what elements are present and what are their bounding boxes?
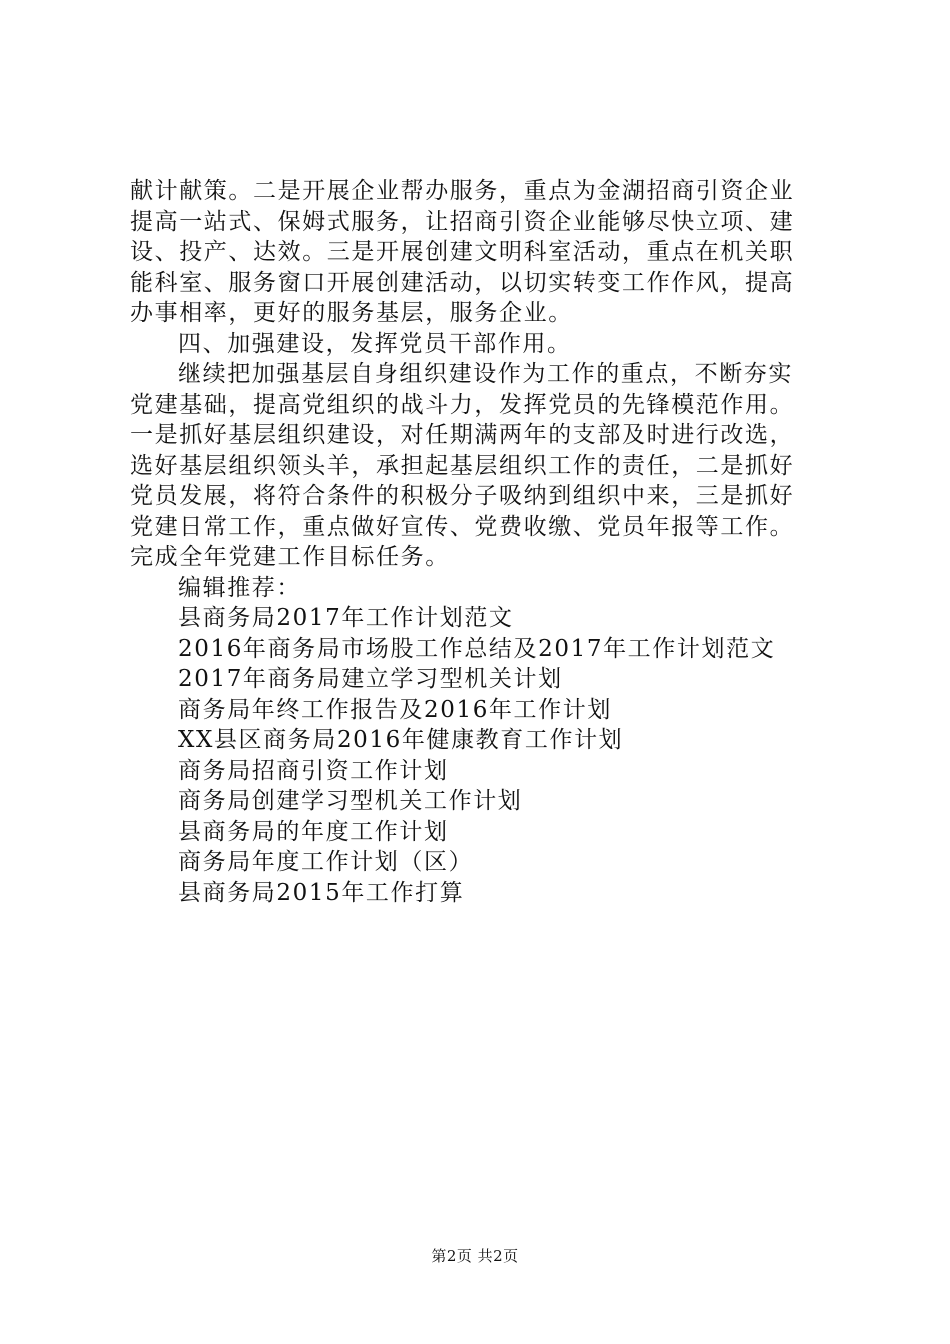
paragraph-line: 献计献策。二是开展企业帮办服务，重点为金湖招商引资企业 [130,178,795,204]
paragraph-continuation [130,176,830,329]
recommendation-item: 县商务局2017年工作计划范文 [178,605,514,631]
paragraph-line: 完成全年党建工作目标任务。 [130,544,450,570]
recommendation-item: 商务局年度工作计划（区） [178,849,474,875]
paragraph-line: 办事相率，更好的服务基层，服务企业。 [130,300,573,326]
paragraph-line: 设、投产、达效。三是开展创建文明科室活动，重点在机关职 [130,239,795,265]
recommendation-item: XX县区商务局2016年健康教育工作计划 [178,727,624,753]
recommendation-item: 县商务局的年度工作计划 [178,818,449,845]
recommendation-item: 商务局创建学习型机关工作计划 [178,788,523,814]
paragraph-line: 选好基层组织领头羊，承担起基层组织工作的责任，二是抓好 [130,452,795,479]
recommendation-item: 2016年商务局市场股工作总结及2017年工作计划范文 [178,635,776,662]
recommendation-item: 2017年商务局建立学习型机关计划 [178,666,563,692]
paragraph-line: 一是抓好基层组织建设，对任期满两年的支部及时进行改选， [130,422,795,448]
recommendation-item: 县商务局2015年工作打算 [178,879,465,906]
recommendation-item: 商务局招商引资工作计划 [178,757,449,784]
paragraph-line: 能科室、服务窗口开展创建活动，以切实转变工作作风，提高 [130,269,795,296]
paragraph-party-building [130,359,830,573]
document-body [130,176,830,908]
paragraph-line: 继续把加强基层自身组织建设作为工作的重点，不断夯实 [178,361,793,387]
paragraph-line: 党员发展，将符合条件的积极分子吸纳到组织中来，三是抓好 [130,483,795,509]
paragraph-line: 党建日常工作，重点做好宣传、党费收缴、党员年报等工作。 [130,513,795,540]
paragraph-line: 党建基础，提高党组织的战斗力，发挥党员的先锋模范作用。 [130,391,795,418]
recommendation-item: 商务局年终工作报告及2016年工作计划 [178,696,612,723]
paragraph-line: 提高一站式、保姆式服务，让招商引资企业能够尽快立项、建 [130,208,795,235]
section-heading: 四、加强建设，发挥党员干部作用。 [178,330,572,357]
recommendation-list [130,603,830,908]
recommend-label: 编辑推荐： [178,574,301,601]
page-footer: 第2页 共2页 [431,1247,519,1265]
